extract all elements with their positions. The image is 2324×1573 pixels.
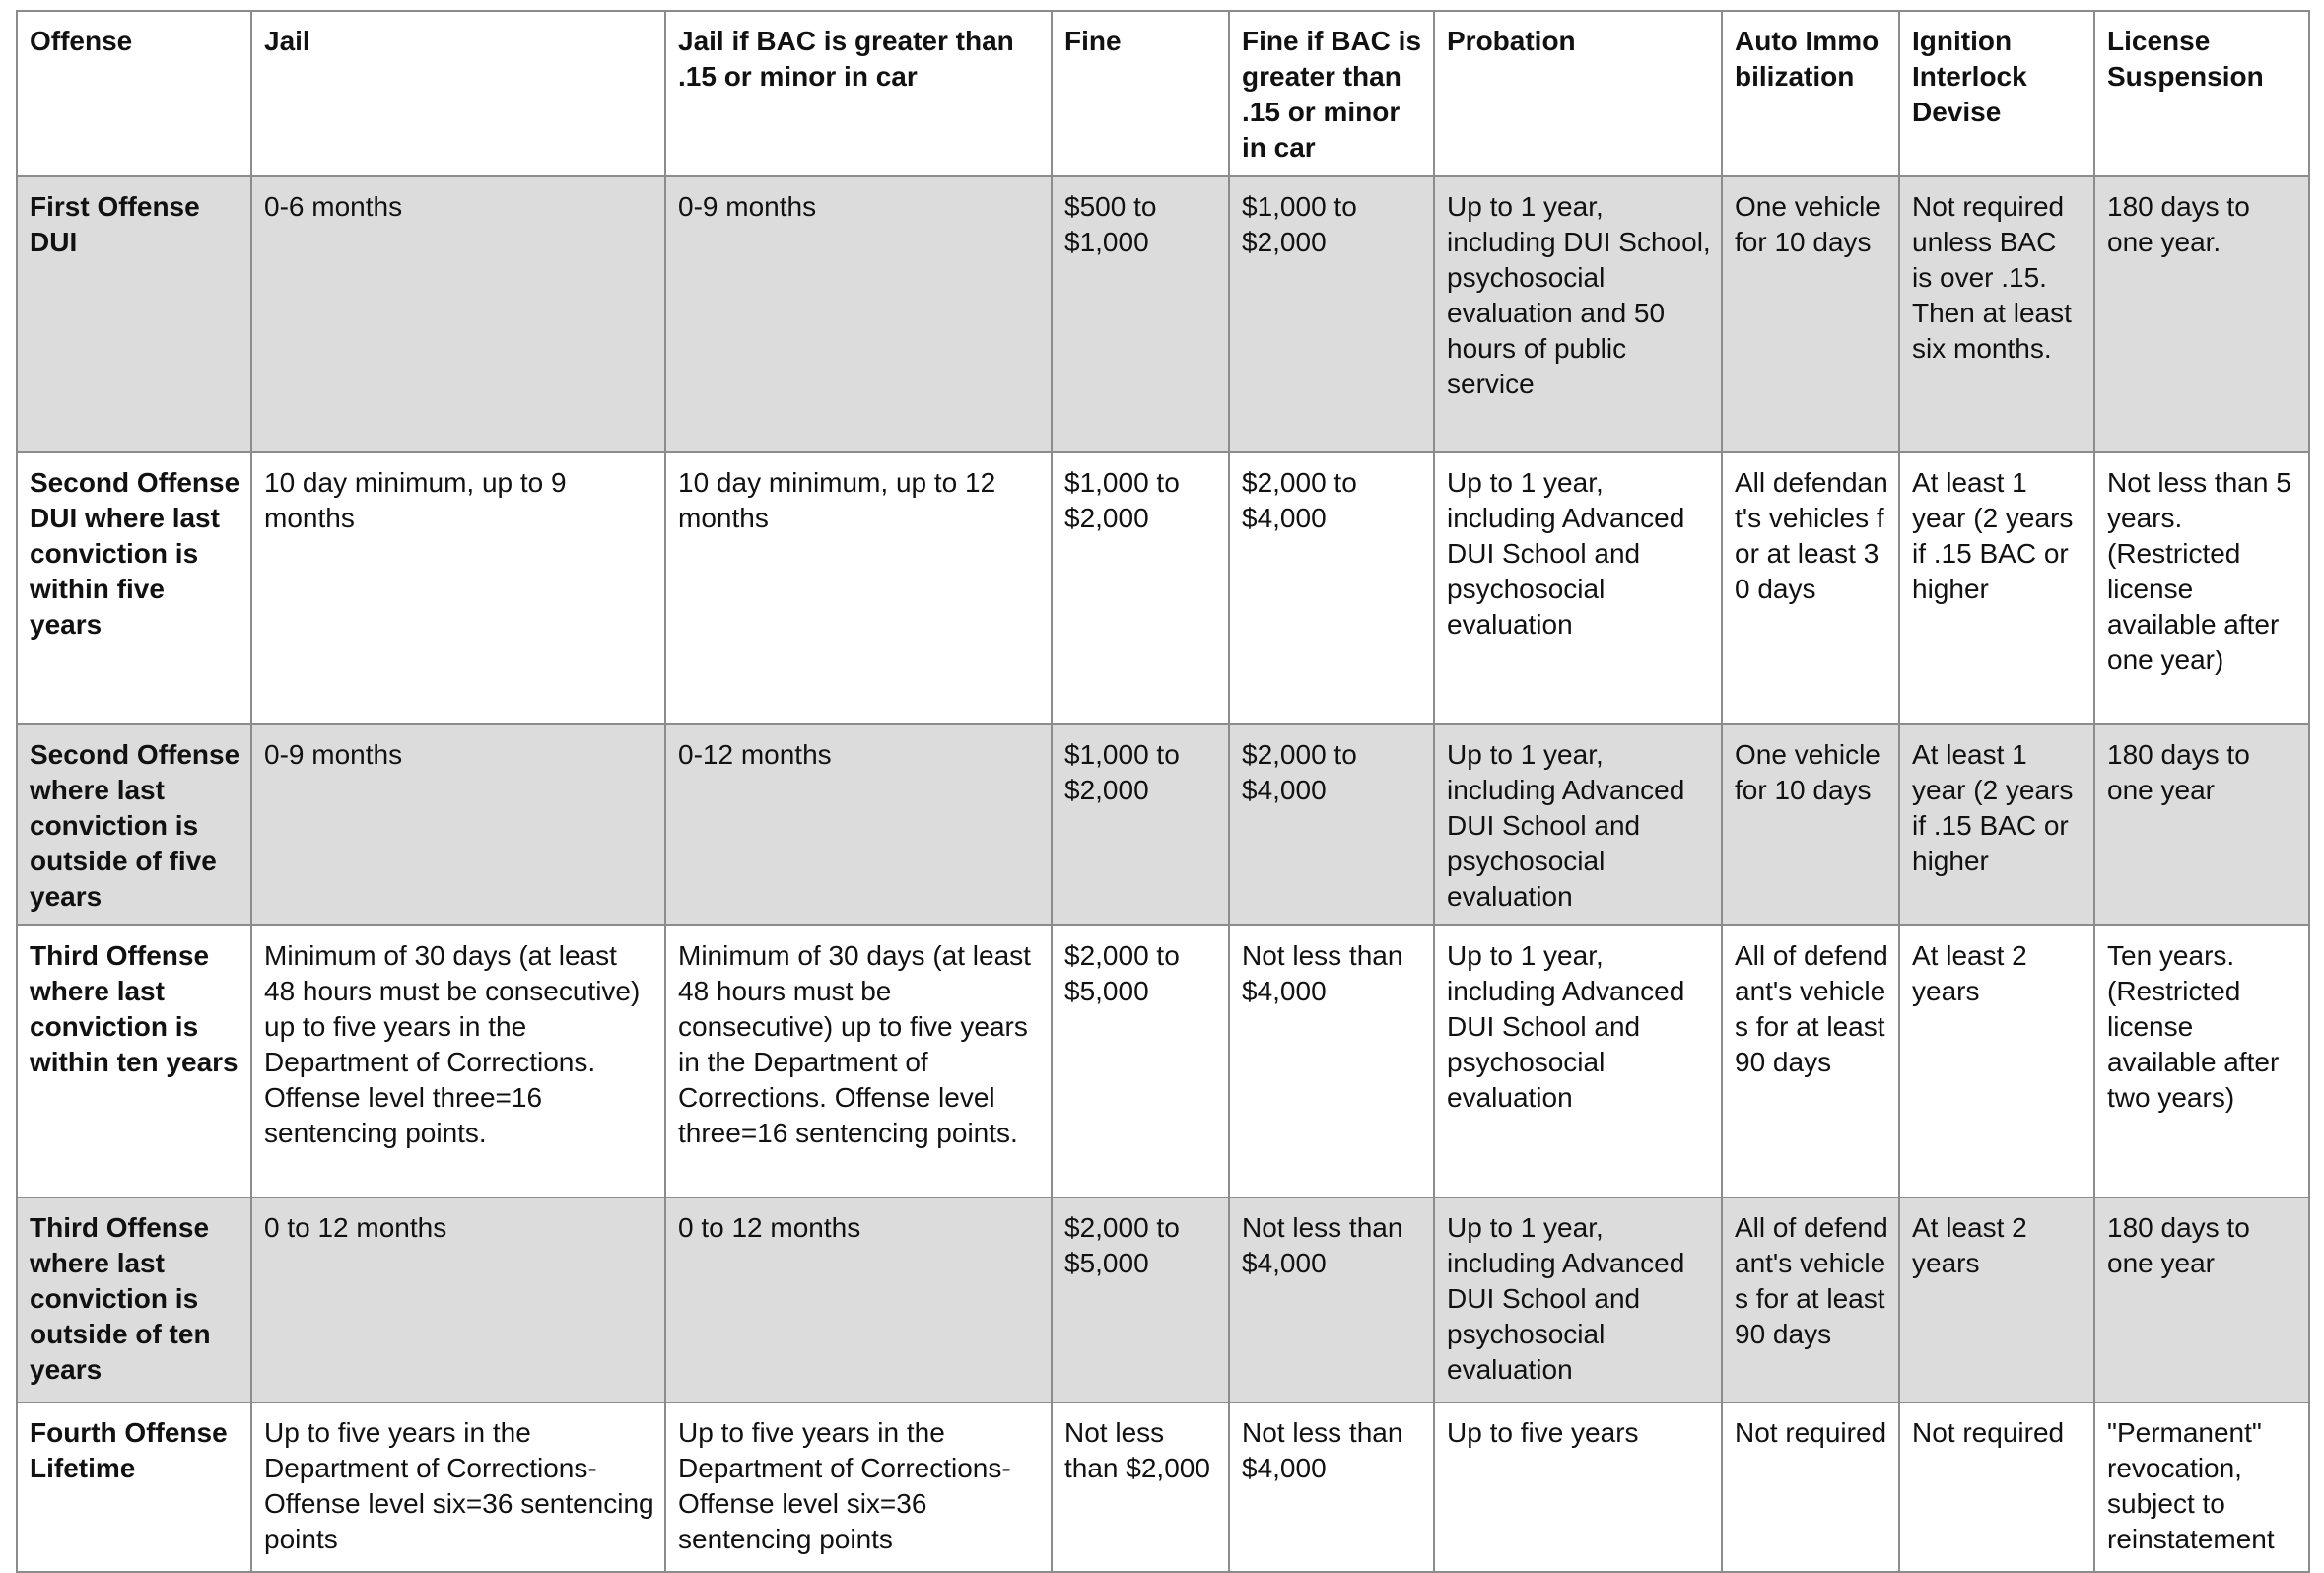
header-license-suspension: License Suspension xyxy=(2094,11,2309,176)
cell-auto-immobilization: Not required xyxy=(1722,1402,1899,1572)
cell-fine: $1,000 to $2,000 xyxy=(1052,724,1229,925)
cell-probation: Up to 1 year, including Advanced DUI School and psychosocial evaluation xyxy=(1434,925,1722,1197)
table-row xyxy=(17,452,2309,724)
cell-ignition-interlock: Not required unless BAC is over .15. Then at least six months. xyxy=(1899,176,2094,452)
cell-license-suspension: "Permanent" revocation, subject to reinstatement xyxy=(2094,1402,2309,1572)
cell-fine: $2,000 to $5,000 xyxy=(1052,925,1229,1197)
cell-license-suspension: 180 days to one year xyxy=(2094,1197,2309,1402)
header-row xyxy=(17,11,2309,176)
cell-probation: Up to 1 year, including DUI School, psychosocial evaluation and 50 hours of public service xyxy=(1434,176,1722,452)
cell-offense: Third Offense where last conviction is outside of ten years xyxy=(17,1197,251,1402)
header-offense: Offense xyxy=(17,11,251,176)
cell-auto-immobilization: One vehicle for 10 days xyxy=(1722,724,1899,925)
cell-jail-bac: 0-12 months xyxy=(665,724,1052,925)
header-probation: Probation xyxy=(1434,11,1722,176)
table-row xyxy=(17,925,2309,1197)
cell-auto-immobilization: One vehicle for 10 days xyxy=(1722,176,1899,452)
cell-jail: 0 to 12 months xyxy=(251,1197,665,1402)
table-row xyxy=(17,1197,2309,1402)
cell-ignition-interlock: At least 2 years xyxy=(1899,1197,2094,1402)
cell-ignition-interlock: At least 2 years xyxy=(1899,925,2094,1197)
cell-jail-bac: Up to five years in the Department of Corrections-Offense level six=36 sentencing points xyxy=(665,1402,1052,1572)
cell-license-suspension: Ten years. (Restricted license available after two years) xyxy=(2094,925,2309,1197)
header-fine: Fine xyxy=(1052,11,1229,176)
cell-fine: $500 to $1,000 xyxy=(1052,176,1229,452)
header-ignition-interlock: Ignition Interlock Devise xyxy=(1899,11,2094,176)
cell-offense: First Offense DUI xyxy=(17,176,251,452)
header-auto-immobilization: Auto Immobilization xyxy=(1722,11,1899,176)
cell-jail-bac: 0 to 12 months xyxy=(665,1197,1052,1402)
cell-probation: Up to 1 year, including Advanced DUI School and psychosocial evaluation xyxy=(1434,724,1722,925)
cell-fine-bac: Not less than $4,000 xyxy=(1229,1197,1434,1402)
header-jail: Jail xyxy=(251,11,665,176)
cell-jail-bac: 10 day minimum, up to 12 months xyxy=(665,452,1052,724)
dui-penalties-table xyxy=(16,10,2310,1573)
cell-offense: Fourth Offense Lifetime xyxy=(17,1402,251,1572)
cell-offense: Second Offense where last conviction is outside of five years xyxy=(17,724,251,925)
cell-probation: Up to five years xyxy=(1434,1402,1722,1572)
cell-auto-immobilization: All of defendant's vehicles for at least 90 days xyxy=(1722,1197,1899,1402)
cell-ignition-interlock: At least 1 year (2 years if .15 BAC or higher xyxy=(1899,452,2094,724)
cell-license-suspension: Not less than 5 years. (Restricted license available after one year) xyxy=(2094,452,2309,724)
cell-fine-bac: Not less than $4,000 xyxy=(1229,925,1434,1197)
cell-offense: Third Offense where last conviction is within ten years xyxy=(17,925,251,1197)
table-row xyxy=(17,1402,2309,1572)
cell-jail: 0-9 months xyxy=(251,724,665,925)
cell-jail-bac: Minimum of 30 days (at least 48 hours must be consecutive) up to five years in the Department of Corrections. Offense level three=16 sentencing points. xyxy=(665,925,1052,1197)
header-fine-bac: Fine if BAC is greater than .15 or minor in car xyxy=(1229,11,1434,176)
cell-jail: 0-6 months xyxy=(251,176,665,452)
cell-ignition-interlock: Not required xyxy=(1899,1402,2094,1572)
cell-offense: Second Offense DUI where last conviction is within five years xyxy=(17,452,251,724)
cell-fine-bac: $2,000 to $4,000 xyxy=(1229,452,1434,724)
cell-auto-immobilization: All of defendant's vehicles for at least 90 days xyxy=(1722,925,1899,1197)
cell-probation: Up to 1 year, including Advanced DUI School and psychosocial evaluation xyxy=(1434,452,1722,724)
cell-jail: Up to five years in the Department of Corrections-Offense level six=36 sentencing points xyxy=(251,1402,665,1572)
table-row xyxy=(17,176,2309,452)
table-row xyxy=(17,724,2309,925)
cell-fine-bac: $1,000 to $2,000 xyxy=(1229,176,1434,452)
cell-license-suspension: 180 days to one year. xyxy=(2094,176,2309,452)
cell-fine: $1,000 to $2,000 xyxy=(1052,452,1229,724)
cell-ignition-interlock: At least 1 year (2 years if .15 BAC or higher xyxy=(1899,724,2094,925)
header-jail-bac: Jail if BAC is greater than .15 or minor in car xyxy=(665,11,1052,176)
cell-jail: 10 day minimum, up to 9 months xyxy=(251,452,665,724)
cell-jail: Minimum of 30 days (at least 48 hours must be consecutive) up to five years in the Department of Corrections. Offense level three=16 sentencing points. xyxy=(251,925,665,1197)
cell-jail-bac: 0-9 months xyxy=(665,176,1052,452)
cell-auto-immobilization: All defendant's vehicles for at least 30 days xyxy=(1722,452,1899,724)
cell-fine-bac: $2,000 to $4,000 xyxy=(1229,724,1434,925)
cell-license-suspension: 180 days to one year xyxy=(2094,724,2309,925)
cell-fine: $2,000 to $5,000 xyxy=(1052,1197,1229,1402)
cell-probation: Up to 1 year, including Advanced DUI School and psychosocial evaluation xyxy=(1434,1197,1722,1402)
cell-fine-bac: Not less than $4,000 xyxy=(1229,1402,1434,1572)
cell-fine: Not less than $2,000 xyxy=(1052,1402,1229,1572)
